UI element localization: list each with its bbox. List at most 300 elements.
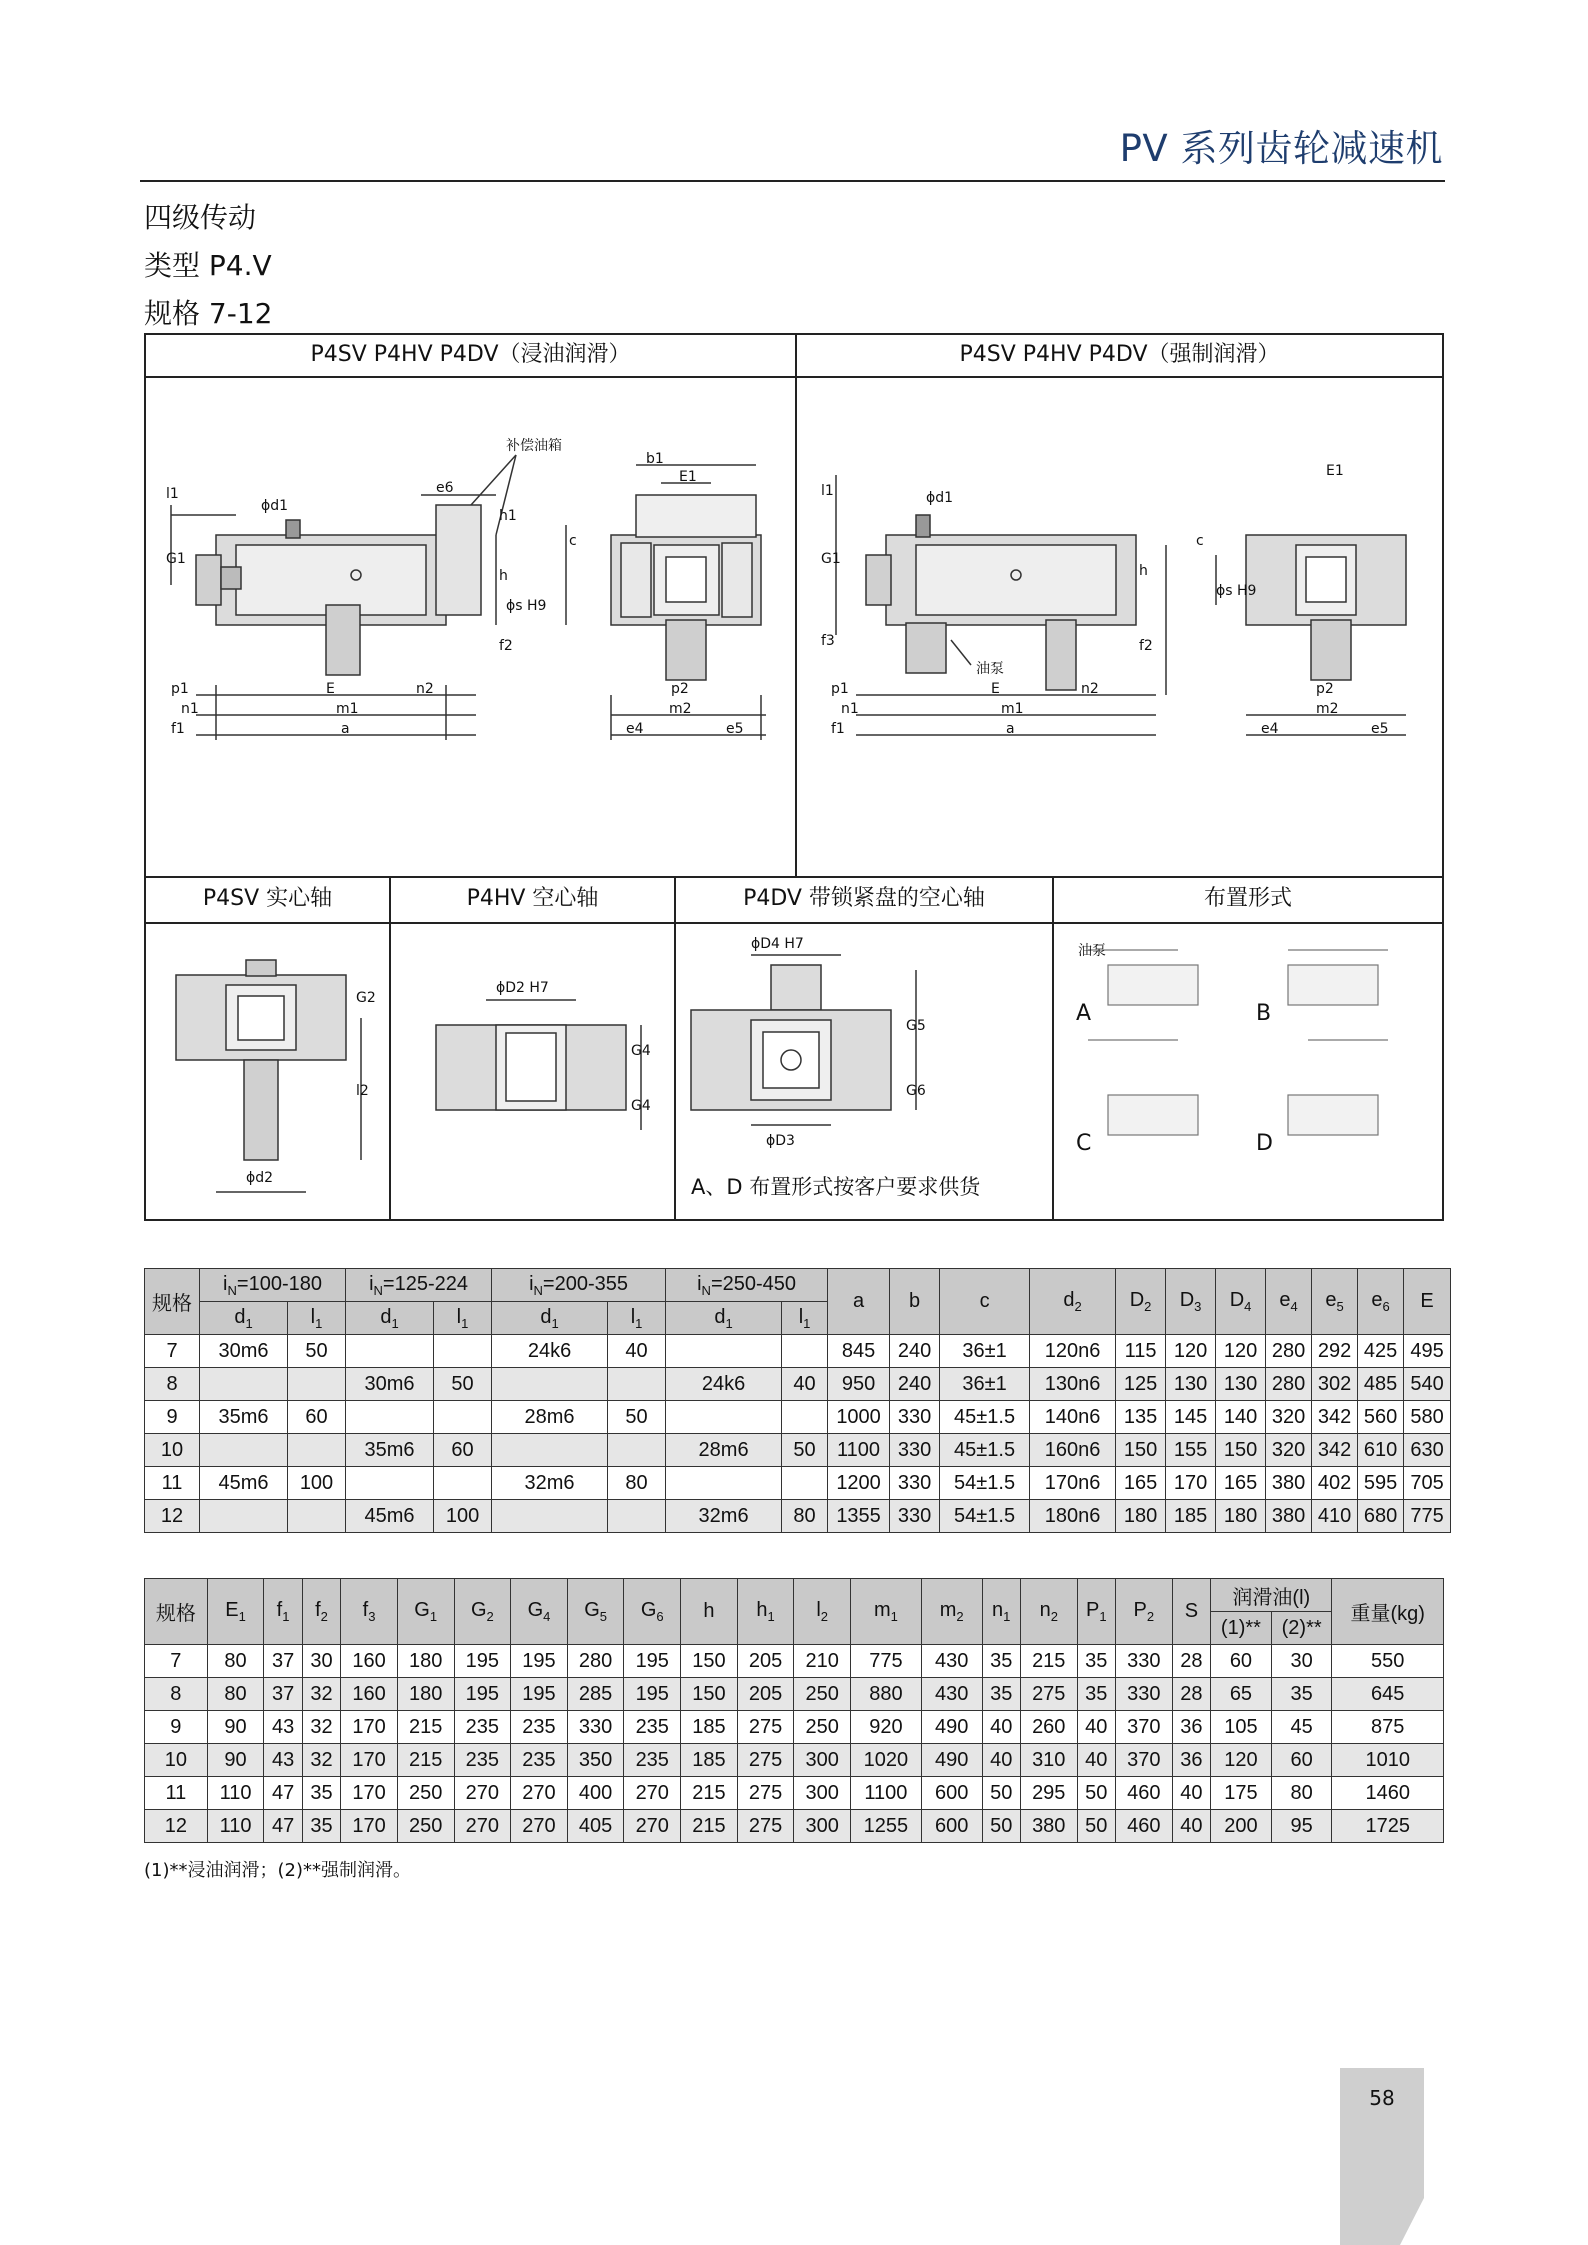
table1-cell: 680 — [1358, 1500, 1404, 1533]
table2-cell: 37 — [264, 1645, 302, 1678]
table1-cell: 302 — [1312, 1368, 1358, 1401]
col-header-d1: $d_1$ — [492, 1302, 608, 1335]
table2-cell: 310 — [1020, 1744, 1077, 1777]
table-row — [145, 1401, 1451, 1434]
col-header-spec: 规格 — [145, 1269, 200, 1335]
table1-cell: 1355 — [828, 1500, 890, 1533]
table2-cell: 250 — [397, 1810, 454, 1843]
table2-cell: 300 — [794, 1777, 851, 1810]
table1-cell: 45m6 — [346, 1500, 434, 1533]
table1-cell: 35m6 — [200, 1401, 288, 1434]
table1-cell: 402 — [1312, 1467, 1358, 1500]
table1-cell: 165 — [1216, 1467, 1266, 1500]
col-header-G1: $G_1$ — [397, 1579, 454, 1645]
table2-cell: 275 — [737, 1810, 794, 1843]
table2-cell: 370 — [1116, 1744, 1173, 1777]
table2-cell: 215 — [397, 1711, 454, 1744]
table2-cell: 90 — [207, 1711, 264, 1744]
col-header-e5: $e_5$ — [1312, 1269, 1358, 1335]
table2-cell: 1725 — [1332, 1810, 1444, 1843]
table2-cell: 8 — [145, 1678, 208, 1711]
table1-cell: 9 — [145, 1401, 200, 1434]
col-header-n2: $n_2$ — [1020, 1579, 1077, 1645]
table1-cell: 125 — [1116, 1368, 1166, 1401]
table2-cell: 250 — [794, 1711, 851, 1744]
table2-cell: 880 — [851, 1678, 922, 1711]
table2-cell: 12 — [145, 1810, 208, 1843]
table2-cell: 280 — [567, 1645, 624, 1678]
table-row — [145, 1744, 1444, 1777]
table1-cell: 342 — [1312, 1401, 1358, 1434]
grid-line — [146, 376, 1442, 378]
table2-cell: 80 — [207, 1645, 264, 1678]
table2-cell: 43 — [264, 1711, 302, 1744]
table2-cell: 275 — [737, 1777, 794, 1810]
table2-cell: 330 — [1116, 1678, 1173, 1711]
table2-cell: 40 — [982, 1711, 1020, 1744]
col-header-d1: $d_1$ — [666, 1302, 782, 1335]
table2-cell: 36 — [1172, 1711, 1210, 1744]
table1-cell: 170n6 — [1030, 1467, 1116, 1500]
label-G1: G1 — [166, 551, 186, 567]
table1-cell: 560 — [1358, 1401, 1404, 1434]
table2-cell: 195 — [511, 1678, 568, 1711]
table1-cell: 540 — [1404, 1368, 1451, 1401]
table2-cell: 28 — [1172, 1678, 1210, 1711]
table1-cell: 160n6 — [1030, 1434, 1116, 1467]
table2-cell: 32 — [302, 1711, 340, 1744]
table1-cell: 50 — [608, 1401, 666, 1434]
col-header-E: E — [1404, 1269, 1451, 1335]
label-G6: G6 — [906, 1083, 926, 1099]
label-n2-right: n2 — [1081, 681, 1099, 697]
table1-cell — [608, 1368, 666, 1401]
table2-cell: 195 — [511, 1645, 568, 1678]
table2-cell: 195 — [454, 1678, 511, 1711]
label-n1-right: n1 — [841, 701, 859, 717]
col-header-G5: $G_5$ — [567, 1579, 624, 1645]
table2-cell: 370 — [1116, 1711, 1173, 1744]
label-E: E — [326, 681, 335, 697]
table1-cell: 150 — [1216, 1434, 1266, 1467]
label-G2: G2 — [356, 990, 376, 1006]
table1-cell: 100 — [434, 1500, 492, 1533]
table2-cell: 185 — [681, 1744, 738, 1777]
table2-cell: 170 — [341, 1744, 398, 1777]
label-f2-right: f2 — [1139, 638, 1153, 654]
table1-cell: 30m6 — [346, 1368, 434, 1401]
col-header-D2: $D_2$ — [1116, 1269, 1166, 1335]
label-m1-right: m1 — [1001, 701, 1024, 717]
table1-cell: 36±1 — [940, 1335, 1030, 1368]
table1-cell: 180 — [1216, 1500, 1266, 1533]
table-row — [145, 1500, 1451, 1533]
table2-cell: 95 — [1271, 1810, 1332, 1843]
table1-cell: 32m6 — [492, 1467, 608, 1500]
table2-cell: 300 — [794, 1744, 851, 1777]
col-header-weight: 重量(kg) — [1332, 1579, 1444, 1645]
table2-cell: 7 — [145, 1645, 208, 1678]
table1-cell — [346, 1467, 434, 1500]
col-header-l1: $l_1$ — [782, 1302, 828, 1335]
col-header-D3: $D_3$ — [1166, 1269, 1216, 1335]
col-header-oil-immersion: (1)** — [1211, 1612, 1272, 1645]
table2-cell: 235 — [511, 1744, 568, 1777]
table1-cell: 595 — [1358, 1467, 1404, 1500]
table2-cell: 47 — [264, 1777, 302, 1810]
col-header-l1: $l_1$ — [434, 1302, 492, 1335]
label-E1: E1 — [679, 469, 697, 485]
col-header-ratio-1: $i_N=100-180$ — [200, 1269, 346, 1302]
table2-cell: 270 — [511, 1777, 568, 1810]
table1-cell: 342 — [1312, 1434, 1358, 1467]
label-G5: G5 — [906, 1018, 926, 1034]
table1-cell: 380 — [1266, 1467, 1312, 1500]
table1-cell — [434, 1335, 492, 1368]
table2-cell: 270 — [624, 1777, 681, 1810]
table1-cell: 28m6 — [492, 1401, 608, 1434]
table1-cell: 410 — [1312, 1500, 1358, 1533]
table1-cell — [492, 1368, 608, 1401]
table1-cell — [666, 1335, 782, 1368]
table2-cell: 1100 — [851, 1777, 922, 1810]
footnote: (1)**浸油润滑；(2)**强制润滑。 — [144, 1860, 411, 1881]
caption-forced: P4SV P4HV P4DV（强制润滑） — [959, 342, 1280, 367]
table2-cell: 170 — [341, 1810, 398, 1843]
table2-cell: 215 — [681, 1810, 738, 1843]
label-oil-pump: 油泵 — [976, 661, 1004, 677]
caption-p4dv: P4DV 带锁紧盘的空心轴 — [743, 886, 985, 911]
table1-cell: 775 — [1404, 1500, 1451, 1533]
table2-cell: 235 — [511, 1711, 568, 1744]
label-f2: f2 — [499, 638, 513, 654]
table2-cell: 36 — [1172, 1744, 1210, 1777]
table1-cell — [434, 1401, 492, 1434]
table1-cell: 280 — [1266, 1335, 1312, 1368]
label-b1: b1 — [646, 451, 664, 467]
table1-cell: 40 — [782, 1368, 828, 1401]
table2-cell: 45 — [1271, 1711, 1332, 1744]
col-header-P2: $P_2$ — [1116, 1579, 1173, 1645]
table2-cell: 235 — [624, 1744, 681, 1777]
table1-cell: 80 — [782, 1500, 828, 1533]
table1-cell — [782, 1401, 828, 1434]
label-e5: e5 — [726, 721, 744, 737]
table2-cell: 235 — [454, 1711, 511, 1744]
arrangement-drawing — [1058, 930, 1438, 1215]
label-c: c — [569, 533, 577, 549]
table1-cell: 8 — [145, 1368, 200, 1401]
table2-cell: 40 — [1077, 1711, 1115, 1744]
table1-cell: 30m6 — [200, 1335, 288, 1368]
table2-cell: 215 — [681, 1777, 738, 1810]
grid-line — [1052, 876, 1054, 1219]
table1-cell: 120 — [1166, 1335, 1216, 1368]
grid-line — [795, 335, 797, 878]
table2-cell: 32 — [302, 1678, 340, 1711]
table-row — [145, 1368, 1451, 1401]
table1-cell: 170 — [1166, 1467, 1216, 1500]
label-p2-right: p2 — [1316, 681, 1334, 697]
table1-cell: 11 — [145, 1467, 200, 1500]
table1-cell: 380 — [1266, 1500, 1312, 1533]
table2-cell: 260 — [1020, 1711, 1077, 1744]
header-rule — [140, 180, 1445, 182]
label-D2: ϕD2 H7 — [496, 980, 549, 996]
table1-cell — [200, 1500, 288, 1533]
table2-cell: 9 — [145, 1711, 208, 1744]
col-header-oil-forced: (2)** — [1271, 1612, 1332, 1645]
label-c-right: c — [1196, 533, 1204, 549]
table2-cell: 120 — [1211, 1744, 1272, 1777]
label-s-right: ϕs H9 — [1216, 583, 1257, 599]
table2-cell: 180 — [397, 1645, 454, 1678]
table-row — [145, 1711, 1444, 1744]
table2-cell: 195 — [624, 1678, 681, 1711]
table1-cell — [666, 1467, 782, 1500]
table2-cell: 90 — [207, 1744, 264, 1777]
table2-cell: 1010 — [1332, 1744, 1444, 1777]
table1-cell: 155 — [1166, 1434, 1216, 1467]
table1-cell: 330 — [890, 1401, 940, 1434]
table2-cell: 235 — [454, 1744, 511, 1777]
table2-cell: 47 — [264, 1810, 302, 1843]
table2-cell: 405 — [567, 1810, 624, 1843]
table2-cell: 235 — [624, 1711, 681, 1744]
dimension-table-1 — [144, 1268, 1451, 1533]
col-header-f3: $f_3$ — [341, 1579, 398, 1645]
label-n2: n2 — [416, 681, 434, 697]
table1-cell — [608, 1500, 666, 1533]
table2-cell: 35 — [982, 1678, 1020, 1711]
table2-cell: 275 — [1020, 1678, 1077, 1711]
table1-cell: 100 — [288, 1467, 346, 1500]
table2-cell: 40 — [1172, 1810, 1210, 1843]
col-header-e6: $e_6$ — [1358, 1269, 1404, 1335]
table2-cell: 11 — [145, 1777, 208, 1810]
table1-cell — [492, 1500, 608, 1533]
label-d2: ϕd2 — [246, 1170, 274, 1186]
table2-cell: 80 — [1271, 1777, 1332, 1810]
table1-cell: 45±1.5 — [940, 1434, 1030, 1467]
label-s: ϕs H9 — [506, 598, 547, 614]
label-E-right: E — [991, 681, 1000, 697]
label-D3: ϕD3 — [766, 1133, 795, 1149]
col-header-oil: 润滑油(l) — [1211, 1579, 1332, 1612]
table1-cell: 180 — [1116, 1500, 1166, 1533]
table-row — [145, 1335, 1451, 1368]
table1-cell: 32m6 — [666, 1500, 782, 1533]
table2-cell: 185 — [681, 1711, 738, 1744]
table2-cell: 37 — [264, 1678, 302, 1711]
label-e6: e6 — [436, 480, 454, 496]
col-header-f1: $f_1$ — [264, 1579, 302, 1645]
label-h-right: h — [1139, 563, 1148, 579]
solid-shaft-drawing — [156, 930, 384, 1215]
table2-cell: 30 — [302, 1645, 340, 1678]
grid-line — [146, 922, 1442, 924]
caption-p4hv: P4HV 空心轴 — [466, 886, 599, 911]
table1-cell: 10 — [145, 1434, 200, 1467]
label-f1: f1 — [171, 721, 185, 737]
table2-cell: 35 — [302, 1810, 340, 1843]
col-header-m1: $m_1$ — [851, 1579, 922, 1645]
table1-cell — [782, 1335, 828, 1368]
table1-cell — [288, 1368, 346, 1401]
table1-cell: 610 — [1358, 1434, 1404, 1467]
label-pump-arrangement: 油泵 — [1078, 943, 1106, 959]
table1-cell — [434, 1467, 492, 1500]
table2-cell: 40 — [982, 1744, 1020, 1777]
size-title: 规格 7-12 — [144, 297, 273, 330]
table1-cell: 120 — [1216, 1335, 1266, 1368]
table1-cell: 24k6 — [666, 1368, 782, 1401]
table1-cell: 130n6 — [1030, 1368, 1116, 1401]
drawing-panel — [144, 333, 1444, 1221]
table2-cell: 460 — [1116, 1777, 1173, 1810]
table2-cell: 195 — [624, 1645, 681, 1678]
table1-cell: 45±1.5 — [940, 1401, 1030, 1434]
col-header-c: c — [940, 1269, 1030, 1335]
label-l1: l1 — [166, 486, 179, 502]
caption-immersion: P4SV P4HV P4DV（浸油润滑） — [310, 342, 631, 367]
table1-cell: 60 — [434, 1434, 492, 1467]
col-header-b: b — [890, 1269, 940, 1335]
label-arrangement-D: D — [1256, 1131, 1273, 1156]
grid-line — [389, 876, 391, 1219]
label-G4-bottom: G4 — [631, 1098, 651, 1114]
table1-cell: 45m6 — [200, 1467, 288, 1500]
table1-cell: 115 — [1116, 1335, 1166, 1368]
col-header-ratio-3: $i_N=200-355$ — [492, 1269, 666, 1302]
table2-cell: 460 — [1116, 1810, 1173, 1843]
label-m2: m2 — [669, 701, 692, 717]
table2-cell: 50 — [1077, 1777, 1115, 1810]
table1-cell: 330 — [890, 1434, 940, 1467]
table2-cell: 50 — [1077, 1810, 1115, 1843]
table2-cell: 35 — [982, 1645, 1020, 1678]
table2-cell: 65 — [1211, 1678, 1272, 1711]
table-row — [145, 1467, 1451, 1500]
table1-cell: 40 — [608, 1335, 666, 1368]
col-header-P1: $P_1$ — [1077, 1579, 1115, 1645]
table2-cell: 350 — [567, 1744, 624, 1777]
table2-cell: 110 — [207, 1777, 264, 1810]
table2-cell: 600 — [921, 1810, 982, 1843]
label-h: h — [499, 568, 508, 584]
table1-cell — [492, 1434, 608, 1467]
table2-cell: 285 — [567, 1678, 624, 1711]
col-header-h: h — [681, 1579, 738, 1645]
table2-cell: 50 — [982, 1777, 1020, 1810]
page-number: 58 — [1369, 2086, 1395, 2110]
table1-cell: 180n6 — [1030, 1500, 1116, 1533]
section-title: 四级传动 — [144, 201, 257, 234]
table1-cell — [346, 1401, 434, 1434]
col-header-d1: $d_1$ — [200, 1302, 288, 1335]
label-l1-right: l1 — [821, 483, 834, 499]
col-header-f2: $f_2$ — [302, 1579, 340, 1645]
immersion-drawing — [166, 395, 786, 865]
table1-cell: 54±1.5 — [940, 1500, 1030, 1533]
table1-cell: 705 — [1404, 1467, 1451, 1500]
table-row — [145, 1678, 1444, 1711]
table1-cell: 54±1.5 — [940, 1467, 1030, 1500]
label-G1-right: G1 — [821, 551, 841, 567]
label-arrangement-C: C — [1076, 1131, 1092, 1156]
label-p1-right: p1 — [831, 681, 849, 697]
table2-cell: 600 — [921, 1777, 982, 1810]
table2-cell: 35 — [302, 1777, 340, 1810]
table1-cell: 330 — [890, 1500, 940, 1533]
table1-cell: 580 — [1404, 1401, 1451, 1434]
table2-cell: 35 — [1271, 1678, 1332, 1711]
table1-cell — [782, 1467, 828, 1500]
table2-cell: 215 — [397, 1744, 454, 1777]
table1-cell: 320 — [1266, 1401, 1312, 1434]
col-header-G4: $G_4$ — [511, 1579, 568, 1645]
label-m2-right: m2 — [1316, 701, 1339, 717]
table1-cell — [288, 1500, 346, 1533]
forced-drawing — [816, 395, 1426, 865]
table2-cell: 275 — [737, 1711, 794, 1744]
table1-cell: 36±1 — [940, 1368, 1030, 1401]
page-header-title: PV 系列齿轮减速机 — [1119, 127, 1443, 170]
table2-cell: 400 — [567, 1777, 624, 1810]
table1-cell: 50 — [434, 1368, 492, 1401]
grid-line — [674, 876, 676, 1219]
label-f3: f3 — [821, 633, 835, 649]
table2-cell: 875 — [1332, 1711, 1444, 1744]
label-G4-top: G4 — [631, 1043, 651, 1059]
table1-cell: 292 — [1312, 1335, 1358, 1368]
table-row — [145, 1810, 1444, 1843]
table2-cell: 550 — [1332, 1645, 1444, 1678]
table1-cell: 12 — [145, 1500, 200, 1533]
grid-line — [146, 876, 1442, 878]
table2-cell: 35 — [1077, 1645, 1115, 1678]
table2-cell: 270 — [454, 1777, 511, 1810]
table2-cell: 150 — [681, 1678, 738, 1711]
table2-cell: 1020 — [851, 1744, 922, 1777]
table2-cell: 270 — [454, 1810, 511, 1843]
table1-cell: 130 — [1166, 1368, 1216, 1401]
table1-cell — [608, 1434, 666, 1467]
table1-cell: 280 — [1266, 1368, 1312, 1401]
table1-cell: 28m6 — [666, 1434, 782, 1467]
table1-cell: 145 — [1166, 1401, 1216, 1434]
table2-cell: 300 — [794, 1810, 851, 1843]
table1-cell: 50 — [782, 1434, 828, 1467]
table2-cell: 160 — [341, 1678, 398, 1711]
table2-cell: 295 — [1020, 1777, 1077, 1810]
table1-cell: 1200 — [828, 1467, 890, 1500]
col-header-D4: $D_4$ — [1216, 1269, 1266, 1335]
table2-cell: 1255 — [851, 1810, 922, 1843]
table2-cell: 275 — [737, 1744, 794, 1777]
table1-cell: 485 — [1358, 1368, 1404, 1401]
table2-cell: 215 — [1020, 1645, 1077, 1678]
label-d1-right: ϕd1 — [926, 490, 954, 506]
table2-cell: 40 — [1172, 1777, 1210, 1810]
table2-cell: 110 — [207, 1810, 264, 1843]
table2-cell: 28 — [1172, 1645, 1210, 1678]
col-header-G2: $G_2$ — [454, 1579, 511, 1645]
col-header-G6: $G_6$ — [624, 1579, 681, 1645]
label-e4: e4 — [626, 721, 644, 737]
table2-cell: 250 — [794, 1678, 851, 1711]
label-arrangement-B: B — [1256, 1001, 1272, 1026]
